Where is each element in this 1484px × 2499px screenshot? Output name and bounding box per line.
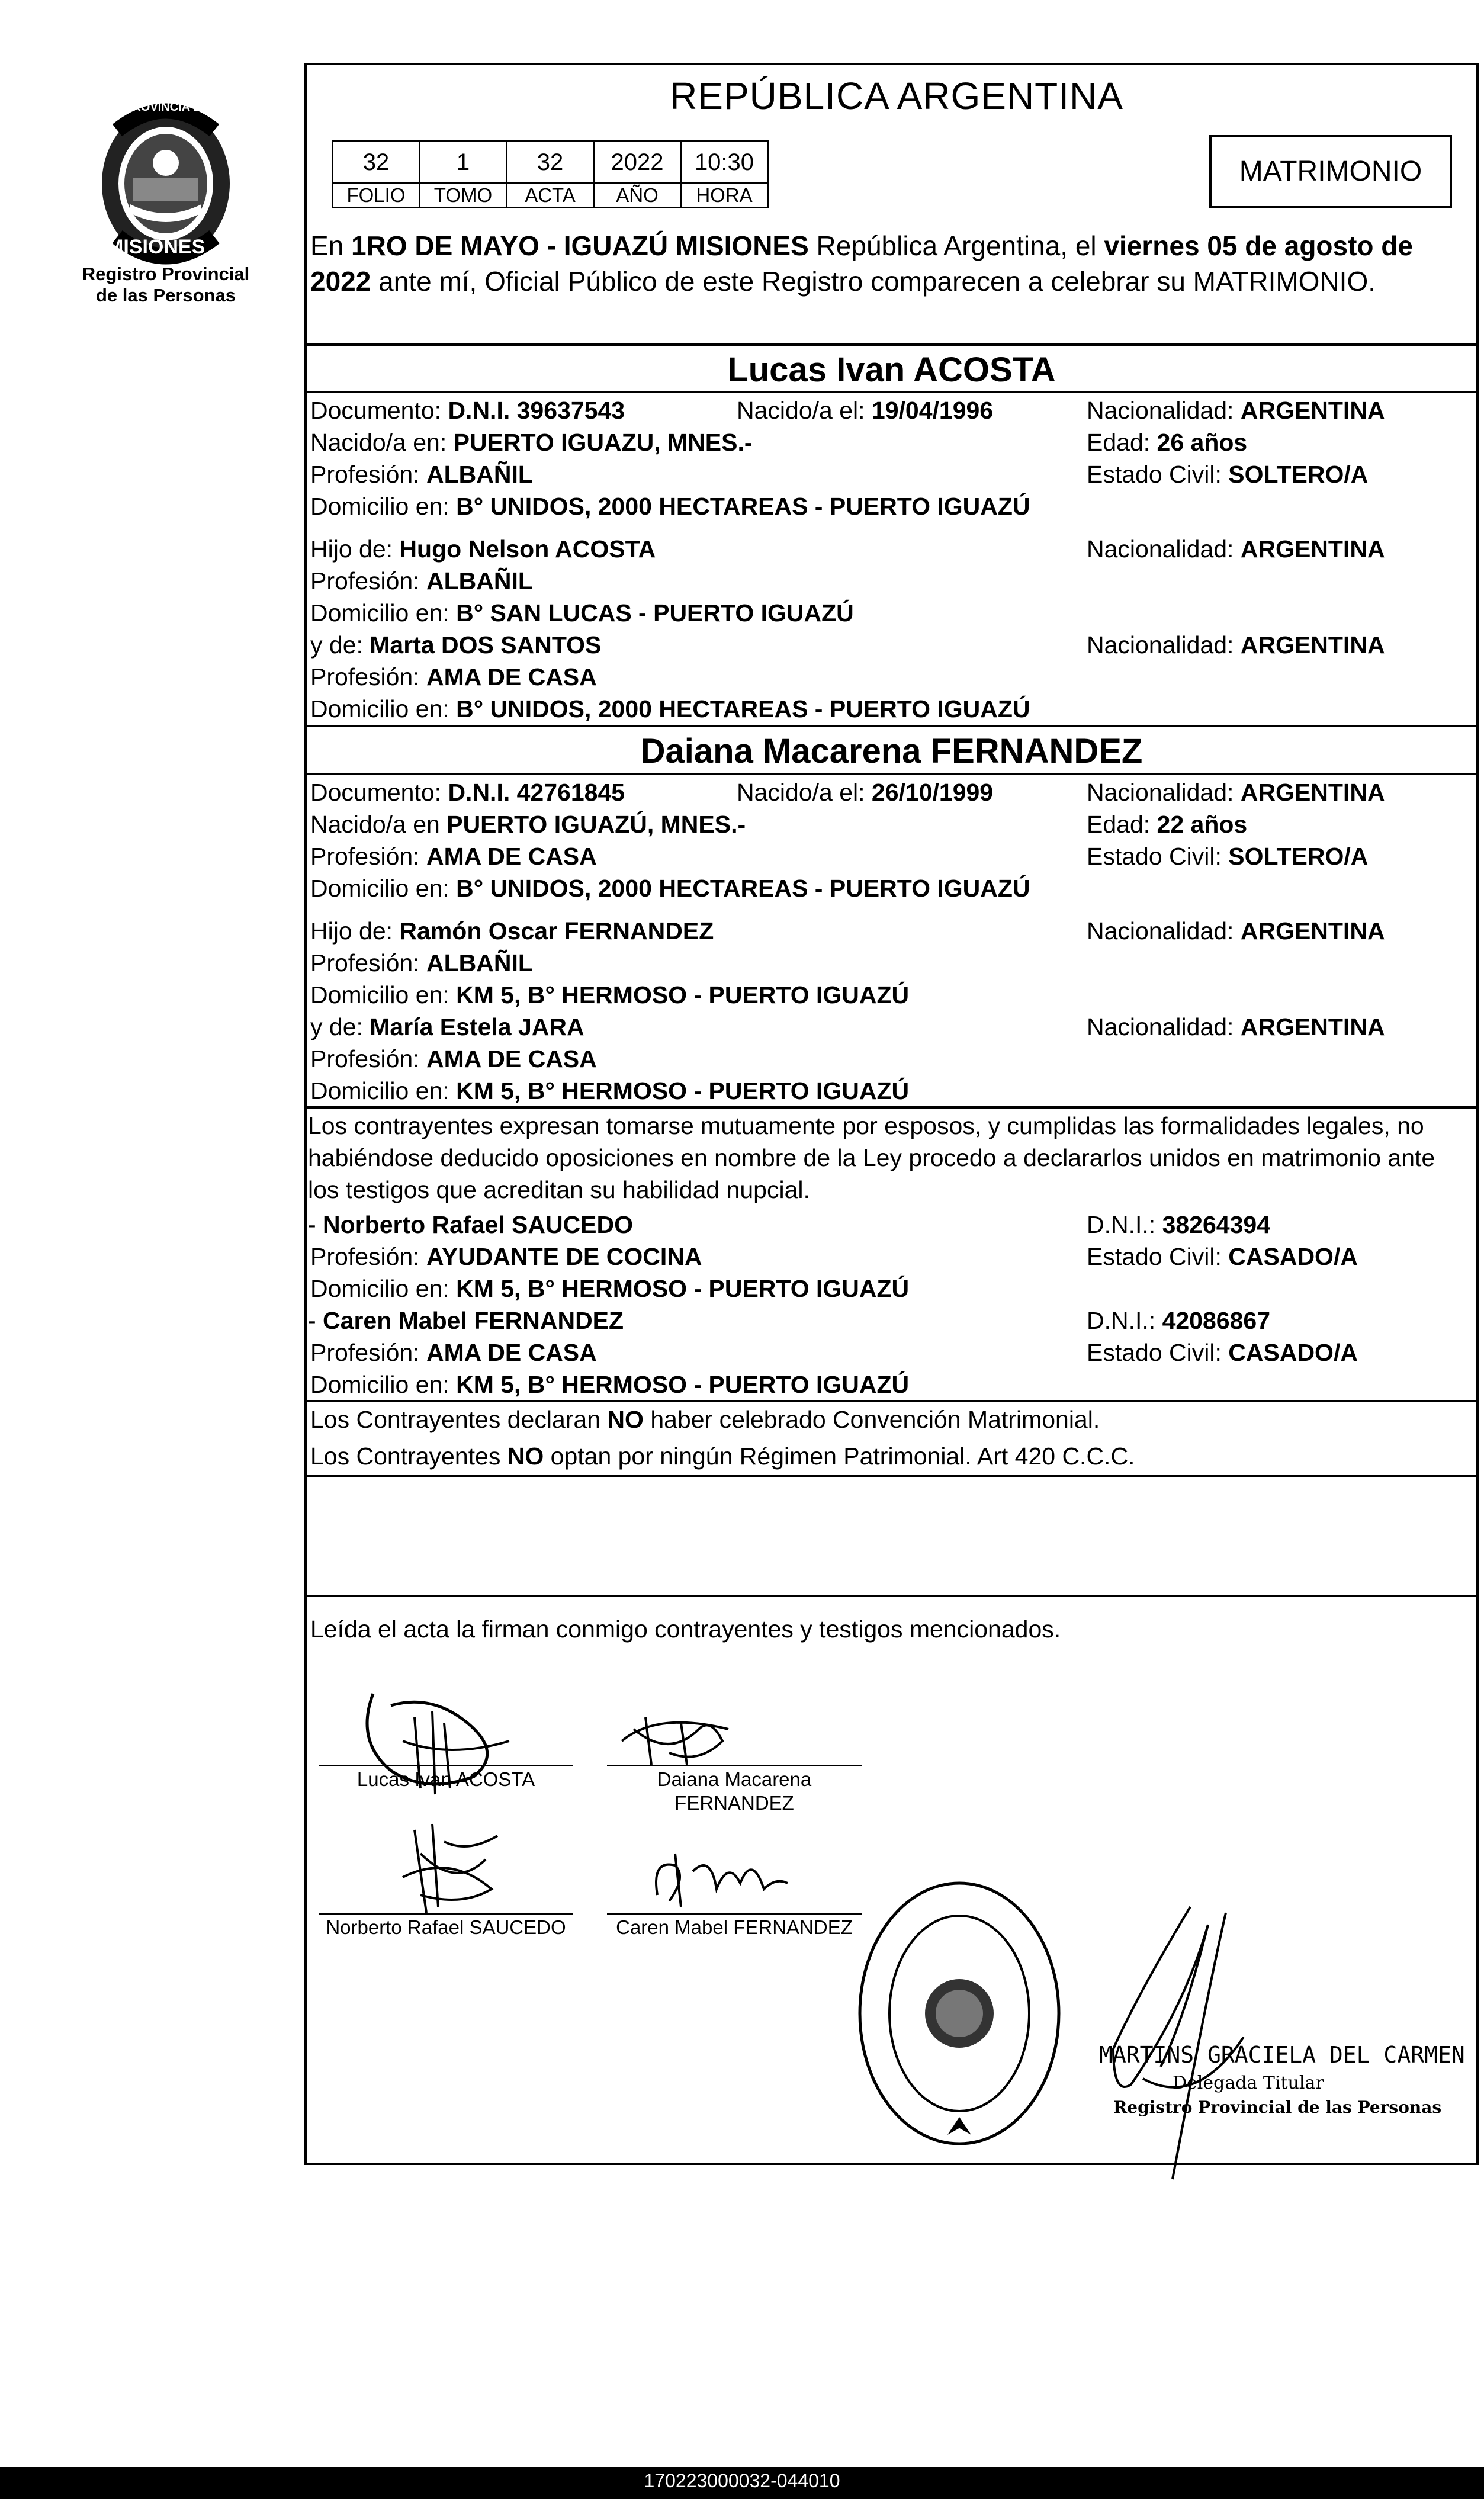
witness1-address (310, 1273, 909, 1305)
label: Nacionalidad: (1087, 1013, 1241, 1040)
value: KM 5, B° HERMOSO - PUERTO IGUAZÚ (456, 981, 910, 1008)
value: ALBAÑIL (426, 461, 533, 488)
signature-line (319, 1765, 573, 1766)
groom-father-profession (310, 565, 533, 597)
signature-line (607, 1765, 862, 1766)
bride-address (310, 872, 1030, 904)
label: Nacionalidad: (1087, 779, 1241, 806)
value: B° UNIDOS, 2000 HECTAREAS - PUERTO IGUAZÚ (456, 695, 1030, 722)
groom-civil (1087, 458, 1368, 490)
groom-mother-profession (310, 661, 597, 693)
label: Domicilio en: (310, 875, 457, 902)
value: PUERTO IGUAZU, MNES.- (453, 429, 753, 456)
groom-born (737, 394, 993, 426)
value: ALBAÑIL (426, 949, 533, 977)
bride-mother-nationality (1087, 1011, 1385, 1043)
bride-profession (310, 840, 597, 872)
page-title: REPÚBLICA ARGENTINA (670, 75, 1123, 117)
value: D.N.I. 39637543 (448, 397, 625, 424)
label: Estado Civil: (1087, 1339, 1229, 1366)
acta-label: ACTA (507, 184, 594, 208)
label: Profesión: (310, 843, 426, 870)
groom-signature-caption: Lucas Ivan ACOSTA (356, 1768, 535, 1790)
bride-born (737, 776, 993, 808)
value: KM 5, B° HERMOSO - PUERTO IGUAZÚ (456, 1371, 910, 1398)
hour-value: 10:30 (681, 142, 768, 184)
label: Nacido/a en: (310, 429, 454, 456)
bride-father-nationality (1087, 915, 1385, 947)
witness2-signature-caption: Caren Mabel FERNANDEZ (616, 1916, 853, 1938)
declaration-line: los testigos que acreditan su habilidad nupcial. (308, 1176, 810, 1203)
bride-father-address (310, 979, 909, 1011)
label: Estado Civil: (1087, 461, 1229, 488)
label: Nacido/a el: (737, 779, 872, 806)
value: AYUDANTE DE COCINA (426, 1243, 702, 1270)
text: Los Contrayentes (310, 1443, 507, 1470)
label: Domicilio en: (310, 1077, 457, 1104)
tomo-value: 1 (420, 142, 507, 184)
witness1-profession (310, 1241, 702, 1273)
logo-caption (77, 264, 255, 306)
value: AMA DE CASA (426, 843, 597, 870)
value: AMA DE CASA (426, 1045, 597, 1072)
groom-name: Lucas Ivan ACOSTA (727, 351, 1056, 389)
witness1-civil (1087, 1241, 1358, 1273)
year-label: AÑO (594, 184, 681, 208)
value: CASADO/A (1228, 1339, 1358, 1366)
witness1-name (308, 1209, 633, 1241)
groom-father-nationality (1087, 533, 1385, 565)
bride-document (310, 776, 625, 808)
groom-nationality (1087, 394, 1385, 426)
label: Nacionalidad: (1087, 397, 1241, 424)
label: Hijo de: (310, 917, 400, 945)
value: 26 años (1157, 429, 1248, 456)
value: SOLTERO/A (1228, 843, 1369, 870)
value: D.N.I. 42761845 (448, 779, 625, 806)
label: Profesión: (310, 461, 426, 488)
value: 22 años (1157, 811, 1248, 838)
groom-mother-address (310, 693, 1030, 725)
groom-document (310, 394, 625, 426)
caption-line: Daiana Macarena (657, 1768, 812, 1790)
value: Norberto Rafael SAUCEDO (323, 1211, 634, 1238)
intro-text: ante mí, Oficial Público de este Registro comparecen a celebrar su MATRIMONIO. (371, 266, 1376, 297)
groom-address (310, 490, 1030, 522)
groom-father-address (310, 597, 854, 629)
label: Hijo de: (310, 535, 400, 563)
emphasis: NO (507, 1443, 544, 1470)
bride-mother-profession (310, 1043, 597, 1075)
signature-line (607, 1913, 862, 1915)
caption-line: FERNANDEZ (674, 1792, 794, 1814)
declaration-line: habiéndose deducido oposiciones en nombre de la Ley procedo a declararlos unidos en matrimonio ante (308, 1144, 1435, 1171)
label: y de: (310, 631, 370, 659)
value: Ramón Oscar FERNANDEZ (399, 917, 714, 945)
witness2-dni (1087, 1305, 1270, 1337)
bride-signature-caption (607, 1768, 862, 1815)
label: Documento: (310, 779, 448, 806)
divider (304, 1475, 1479, 1477)
value: Caren Mabel FERNANDEZ (323, 1307, 624, 1334)
value: SOLTERO/A (1228, 461, 1369, 488)
bride-mother (310, 1011, 584, 1043)
value: ALBAÑIL (426, 567, 533, 595)
groom-mother (310, 629, 601, 661)
intro-paragraph (310, 228, 1477, 299)
witness1-dni (1087, 1209, 1270, 1241)
text: haber celebrado Convención Matrimonial. (643, 1406, 1100, 1433)
value: AMA DE CASA (426, 1339, 597, 1366)
official-seal (853, 1877, 1066, 2150)
groom-mother-nationality (1087, 629, 1385, 661)
label: Estado Civil: (1087, 843, 1229, 870)
value: KM 5, B° HERMOSO - PUERTO IGUAZÚ (456, 1077, 910, 1104)
label: Domicilio en: (310, 981, 457, 1008)
intro-place: 1RO DE MAYO - IGUAZÚ MISIONES (351, 230, 809, 261)
logo-caption-line1: Registro Provincial (82, 264, 250, 284)
label: Profesión: (310, 1339, 426, 1366)
emblem-top-text: PROVINCIA DE (124, 101, 210, 114)
value: 26/10/1999 (871, 779, 994, 806)
label: Nacionalidad: (1087, 917, 1241, 945)
intro-text: República Argentina, el (808, 230, 1104, 261)
label: Nacionalidad: (1087, 631, 1241, 659)
bullet: - (308, 1211, 323, 1238)
value: 42086867 (1162, 1307, 1270, 1334)
value: Marta DOS SANTOS (370, 631, 602, 659)
value: PUERTO IGUAZÚ, MNES.- (447, 811, 746, 838)
declaration-paragraph (308, 1110, 1477, 1206)
witness2-name (308, 1305, 624, 1337)
groom-profession (310, 458, 533, 490)
divider (304, 343, 1479, 346)
document-code: 170223000032-044010 (644, 2470, 840, 2491)
intro-text: En (310, 230, 352, 261)
divider (304, 1595, 1479, 1597)
witness1-signature-caption: Norberto Rafael SAUCEDO (326, 1916, 566, 1938)
bride-age (1087, 808, 1247, 840)
bride-nationality (1087, 776, 1385, 808)
signature-line (319, 1913, 573, 1915)
divider (304, 773, 1479, 775)
label: Edad: (1087, 811, 1157, 838)
witness2-civil (1087, 1337, 1358, 1369)
value: 38264394 (1162, 1211, 1270, 1238)
value: ARGENTINA (1240, 397, 1385, 424)
value: ARGENTINA (1240, 535, 1385, 563)
regime-statement (310, 1440, 1135, 1472)
label: Nacionalidad: (1087, 535, 1241, 563)
value: ARGENTINA (1240, 631, 1385, 659)
label: D.N.I.: (1087, 1211, 1162, 1238)
bullet: - (308, 1307, 323, 1334)
text: optan por ningún Régimen Patrimonial. Art 420 C.C.C. (544, 1443, 1135, 1470)
label: Estado Civil: (1087, 1243, 1229, 1270)
value: B° UNIDOS, 2000 HECTAREAS - PUERTO IGUAZÚ (456, 493, 1030, 520)
official-name: MARTINS GRACIELA DEL CARMEN (1099, 2042, 1465, 2068)
logo-caption-line2: de las Personas (95, 285, 236, 306)
official-role: Delegada Titular (1173, 2073, 1324, 2093)
bride-name: Daiana Macarena FERNANDEZ (640, 732, 1143, 770)
value: Hugo Nelson ACOSTA (399, 535, 656, 563)
bride-birthplace (310, 808, 746, 840)
divider (304, 391, 1479, 393)
groom-birthplace (310, 426, 753, 458)
text: Los Contrayentes declaran (310, 1406, 608, 1433)
label: Profesión: (310, 949, 426, 977)
groom-father (310, 533, 656, 565)
witness1-signature (379, 1818, 509, 1919)
emphasis: NO (607, 1406, 644, 1433)
label: Profesión: (310, 663, 426, 690)
bride-father (310, 915, 714, 947)
value: ARGENTINA (1240, 917, 1385, 945)
bride-civil (1087, 840, 1368, 872)
value: B° UNIDOS, 2000 HECTAREAS - PUERTO IGUAZÚ (456, 875, 1030, 902)
year-value: 2022 (594, 142, 681, 184)
witness2-signature (640, 1842, 794, 1919)
act-type-box: MATRIMONIO (1209, 135, 1452, 208)
intro-date: viernes 05 de agosto de (1104, 230, 1413, 261)
label: Domicilio en: (310, 695, 457, 722)
closing-statement: Leída el acta la firman conmigo contrayentes y testigos mencionados. (310, 1615, 1061, 1643)
label: Nacido/a el: (737, 397, 872, 424)
label: Nacido/a en (310, 811, 447, 838)
official-office: Registro Provincial de las Personas (1113, 2098, 1442, 2117)
bride-father-profession (310, 947, 533, 979)
divider (304, 725, 1479, 727)
intro-year: 2022 (310, 266, 371, 297)
label: Domicilio en: (310, 599, 457, 627)
folio-value: 32 (333, 142, 420, 184)
groom-age (1087, 426, 1247, 458)
label: Edad: (1087, 429, 1157, 456)
label: D.N.I.: (1087, 1307, 1162, 1334)
bride-signature (610, 1705, 752, 1771)
label: y de: (310, 1013, 370, 1040)
value: ARGENTINA (1240, 779, 1385, 806)
value: B° SAN LUCAS - PUERTO IGUAZÚ (456, 599, 854, 627)
bride-mother-address (310, 1075, 909, 1107)
folio-label: FOLIO (333, 184, 420, 208)
convention-statement (310, 1403, 1100, 1435)
value: ARGENTINA (1240, 1013, 1385, 1040)
label: Domicilio en: (310, 1275, 457, 1302)
emblem-bottom-text: MISIONES (107, 236, 205, 258)
value: KM 5, B° HERMOSO - PUERTO IGUAZÚ (456, 1275, 910, 1302)
label: Profesión: (310, 1045, 426, 1072)
label: Domicilio en: (310, 493, 457, 520)
witness2-address (310, 1369, 909, 1401)
tomo-label: TOMO (420, 184, 507, 208)
label: Domicilio en: (310, 1371, 457, 1398)
hour-label: HORA (681, 184, 768, 208)
value: María Estela JARA (370, 1013, 584, 1040)
acta-value: 32 (507, 142, 594, 184)
registry-table (332, 140, 769, 208)
witness2-profession (310, 1337, 597, 1369)
declaration-line: Los contrayentes expresan tomarse mutuamente por esposos, y cumplidas las formalidades legales, no (308, 1112, 1424, 1139)
value: AMA DE CASA (426, 663, 597, 690)
label: Documento: (310, 397, 448, 424)
label: Profesión: (310, 567, 426, 595)
value: 19/04/1996 (871, 397, 994, 424)
value: CASADO/A (1228, 1243, 1358, 1270)
label: Profesión: (310, 1243, 426, 1270)
